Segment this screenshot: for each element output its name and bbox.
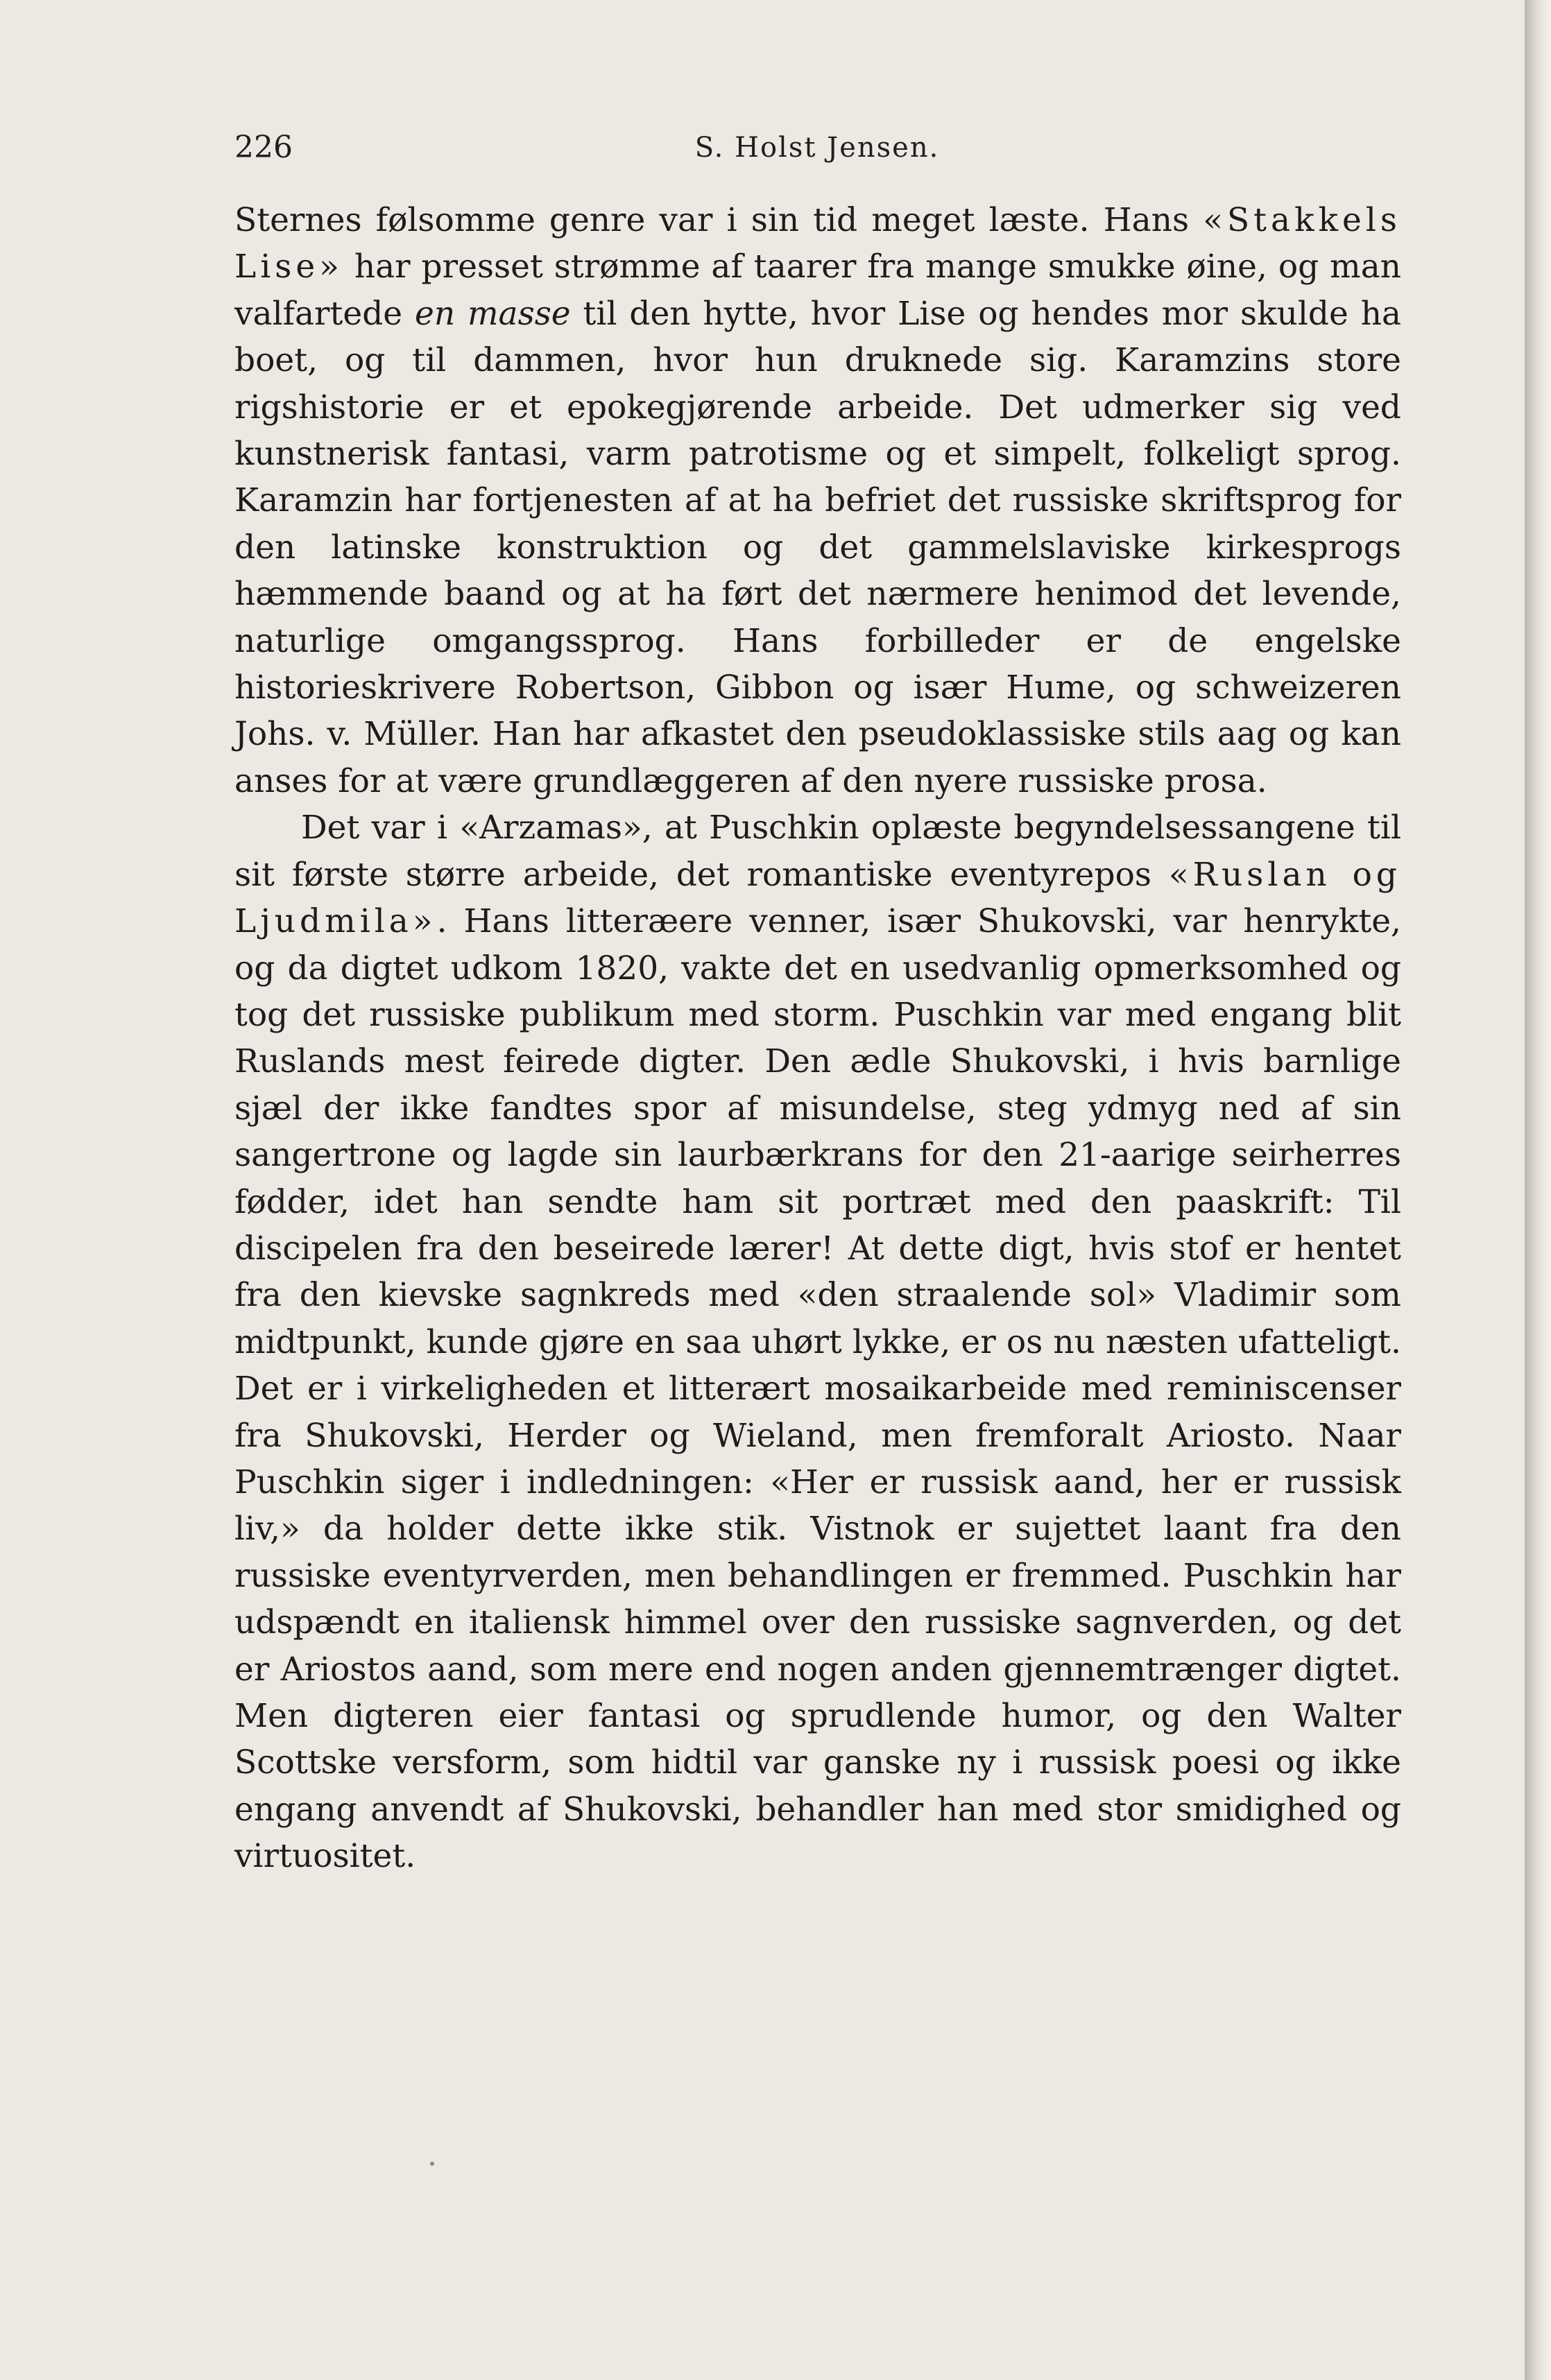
paragraph-1-text-1: Sternes følsomme genre var i sin tid meget læste. Hans (234, 201, 1203, 239)
paragraph-2 (234, 804, 1401, 1879)
paragraph-2-text-1: Det var i «Arzamas», at Puschkin oplæste begyndelsessangene til sit første større arbeide, det romantiske eventyrepos (234, 809, 1401, 894)
body-text (234, 197, 1401, 1880)
running-head: S. Holst Jensen. (694, 132, 940, 164)
paragraph-2-text-2: . Hans litteræere venner, især Shukovski, var henrykte, og da digtet udkom 1820, vakte det en usedvanlig opmerksomhed og tog det russiske publikum med storm. Puschkin var med engang blit Ruslands mest feirede digter. Den ædle Shukovski, i hvis barnlige sjæl der ikke fandtes spor af misundelse, steg ydmyg ned af sin sangertrone og lagde sin laurbærkrans for den 21-aarige seirherres fødder, idet han sendte ham sit portræt med den paaskrift: Til discipelen fra den beseirede lærer! At dette digt, hvis stof er hentet fra den kievske sagnkreds med «den straalende sol» Vladimir som midtpunkt, kunde gjøre en saa uhørt lykke, er os nu næsten ufatteligt. Det er i virkeligheden et litterært mosaikarbeide med reminiscenser fra Shukovski, Herder og Wieland, men fremforalt Ariosto. Naar Puschkin siger i indledningen: «Her er russisk aand, her er russisk liv,» da holder dette ikke stik. Vistnok er sujettet laant fra den russiske eventyrverden, men behandlingen er fremmed. Puschkin har udspændt en italiensk himmel over den russiske sagnverden, og det er Ariostos aand, som mere end nogen anden gjennemtrænger digtet. Men digteren eier fantasi og sprudlende humor, og den Walter Scottske versform, som hidtil var ganske ny i russisk poesi og ikke engang anvendt af Shukovski, behandler han med stor smidighed og virtuositet. (234, 902, 1401, 1876)
work-title-ruslan-og-ljudmila: «Ruslan og Ljudmila» (234, 855, 1401, 941)
page-edge (1525, 0, 1551, 2380)
paragraph-1-text-3: til den hytte, hvor Lise og hendes mor skulde ha boet, og til dammen, hvor hun druknede sig. Karamzins store rigshistorie er et epokegjørende arbeide. Det udmerker sig ved kunstnerisk fantasi, varm patrotisme og et simpelt, folkeligt sprog. Karamzin har fortjenesten af at ha befriet det russiske skriftsprog for den latinske konstruktion og det gammelslaviske kirkesprogs hæmmende baand og at ha ført det nærmere henimod det levende, naturlige omgangssprog. Hans forbilleder er de engelske historieskrivere Robertson, Gibbon og især Hume, og schweizeren Johs. v. Müller. Han har afkastet den pseudoklassiske stils aag og kan anses for at være grundlæggeren af den nyere russiske prosa. (234, 294, 1401, 800)
page-header (234, 123, 1400, 172)
work-title-stakkels-lise: «Stakkels Lise» (234, 201, 1401, 286)
paper-speck (430, 2162, 434, 2166)
paragraph-1 (234, 197, 1401, 804)
italic-en-masse: en masse (415, 294, 571, 333)
page-number: 226 (234, 130, 293, 165)
paragraph-1-text-2: har presset strømme af taarer fra mange smukke øine, og man valfartede (234, 248, 1401, 333)
